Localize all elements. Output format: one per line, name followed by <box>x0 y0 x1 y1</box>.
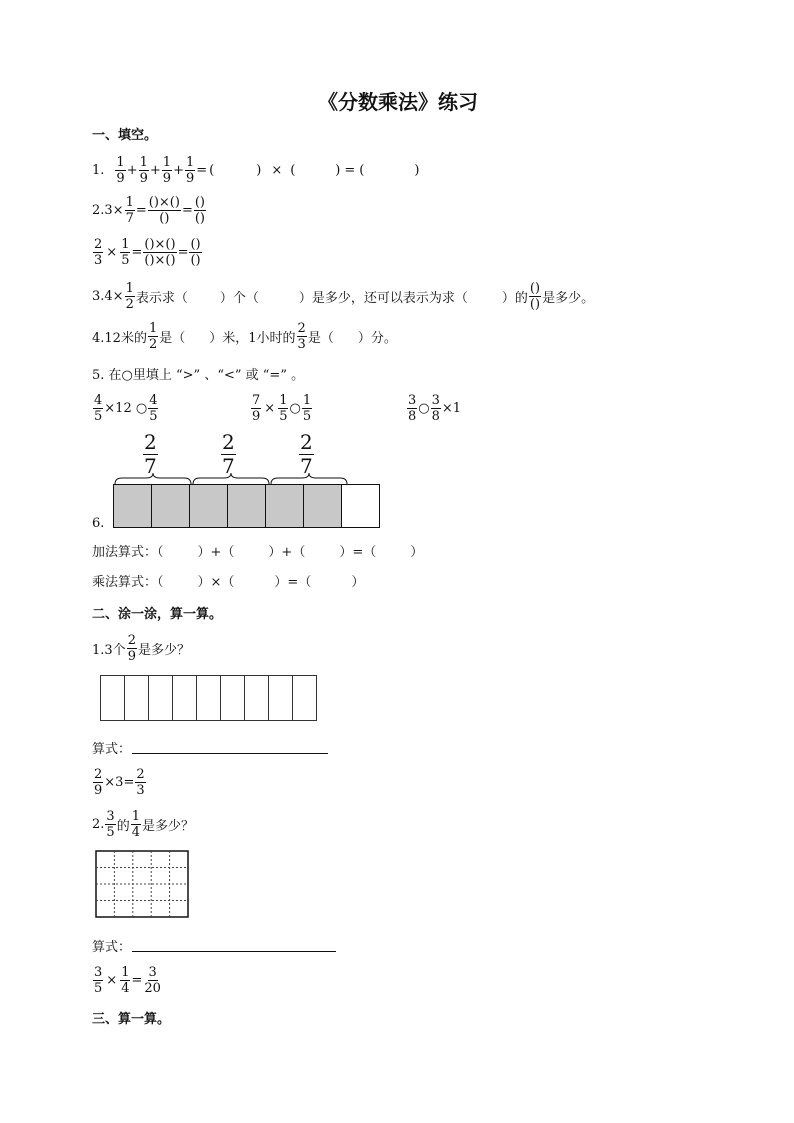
p2-answer-line[interactable] <box>132 951 336 952</box>
bar-cell[interactable] <box>100 675 125 721</box>
bar-cell[interactable] <box>220 675 245 721</box>
blank-open: ( <box>359 162 365 178</box>
circle-blank: ○ <box>418 400 430 416</box>
p1-lead: 1.3个 <box>92 642 126 658</box>
bar-cell[interactable] <box>148 675 173 721</box>
q6-fraction-bar <box>113 484 380 528</box>
shaded-cell <box>303 484 342 528</box>
p1-fraction: $\frac{2}{9}$ <box>127 632 136 664</box>
multiplication-part: ）=（ <box>274 574 312 590</box>
bar-cell[interactable] <box>124 675 149 721</box>
blank-open: ( <box>209 162 215 178</box>
q6-multiplication-line <box>92 570 364 590</box>
q6-number: 6. <box>92 516 105 531</box>
fraction: $\frac{3}{8}$ <box>431 392 440 424</box>
fraction: $\frac{4}{5}$ <box>149 392 158 424</box>
question-3 <box>92 278 594 314</box>
q1-fraction-1: $\frac{1}{9}$ <box>116 154 125 186</box>
equals-sign: = <box>131 972 143 988</box>
q1-number: 1. <box>92 162 105 178</box>
q4-text-4: ）分。 <box>357 330 397 346</box>
blank-close: ) <box>335 162 341 178</box>
plus-sign: + <box>173 162 184 178</box>
bar-cell[interactable] <box>244 675 269 721</box>
addition-part: ）+（ <box>197 544 235 560</box>
fraction: $\frac{1}{5}$ <box>302 392 312 424</box>
q6-addition-line <box>92 540 423 560</box>
q2-blank-fraction-4: $\frac{()}{()}$ <box>190 236 201 268</box>
fraction: $\frac{3}{20}$ <box>144 964 161 996</box>
addition-part: ）+（ <box>268 544 306 560</box>
circle-blank: ○ <box>289 400 301 416</box>
multiplication-part: ）×（ <box>197 574 235 590</box>
q3-lead: 3.4× <box>92 288 124 304</box>
section-3-heading: 三、算一算。 <box>92 1012 171 1027</box>
bar-cell[interactable] <box>292 675 317 721</box>
equals-sign: = <box>344 162 356 178</box>
q2-lead: 2.3× <box>92 202 124 218</box>
addition-label: 加法算式：（ <box>92 544 164 560</box>
q1-fraction-2: $\frac{1}{9}$ <box>139 154 148 186</box>
fraction: $\frac{1}{4}$ <box>131 808 140 840</box>
q1-fraction-3: $\frac{1}{9}$ <box>162 154 172 186</box>
plus-sign: + <box>126 162 138 178</box>
multiplication-label: 乘法算式：（ <box>92 574 164 590</box>
q2-fraction: $\frac{1}{7}$ <box>125 194 134 226</box>
q5-c-tail: ×1 <box>441 400 462 416</box>
bar-cell[interactable] <box>268 675 293 721</box>
q3-text-4: ）的 <box>501 290 528 306</box>
fraction: $\frac{1}{4}$ <box>121 964 130 996</box>
blank-close: ) <box>256 162 262 178</box>
q1-fraction-4: $\frac{1}{9}$ <box>185 154 195 186</box>
equals-sign: = <box>135 202 147 218</box>
q2-fraction-a: $\frac{2}{3}$ <box>94 236 103 268</box>
section-2-heading: 二、涂一涂，算一算。 <box>92 607 223 622</box>
fraction: $\frac{2}{3}$ <box>136 766 145 798</box>
p2-question <box>92 806 194 842</box>
question-5-prompt: 5. 在○里填上 “>” 、“<” 或 “=” 。 <box>92 368 305 383</box>
times-sign: × <box>106 972 118 988</box>
bar-cell[interactable] <box>196 675 221 721</box>
fraction: $\frac{7}{9}$ <box>252 392 261 424</box>
question-2-line-2 <box>92 234 203 270</box>
p1-tail: 是多少？ <box>137 642 190 658</box>
p1-formula-label: 算式： <box>92 742 132 757</box>
q5-a-mid: ×12 ○ <box>104 400 148 416</box>
p1-shading-bar[interactable] <box>100 675 317 721</box>
addition-part: ）=（ <box>339 544 377 560</box>
shaded-cell <box>227 484 266 528</box>
fraction: $\frac{2}{9}$ <box>94 766 103 798</box>
q3-fraction: $\frac{1}{2}$ <box>125 280 134 312</box>
brace-2 <box>193 473 269 484</box>
q3-blank-fraction: $\frac{()}{()}$ <box>529 280 541 312</box>
addition-part: ） <box>410 544 424 560</box>
p2-mid: 的 <box>116 818 130 834</box>
bar-cell[interactable] <box>172 675 197 721</box>
p1-answer <box>92 764 147 800</box>
brace-3 <box>271 473 347 484</box>
section-1-heading: 一、填空。 <box>92 128 158 143</box>
blank-close: ) <box>414 162 420 178</box>
fraction: $\frac{1}{5}$ <box>279 392 288 424</box>
q2-blank-fraction-3: $\frac{()\times()}{()\times()}$ <box>144 236 176 268</box>
fraction: $\frac{3}{5}$ <box>94 964 103 996</box>
p2-lead: 2. <box>92 816 105 832</box>
fraction: $\frac{4}{5}$ <box>94 392 103 424</box>
q4-fraction-2: $\frac{2}{3}$ <box>297 320 306 352</box>
shaded-cell <box>151 484 190 528</box>
q6-brace-fraction-3: $\frac{2}{7}$ <box>300 430 313 478</box>
p1-question <box>92 630 190 666</box>
equals-sign: = <box>177 244 189 260</box>
times-sign: × <box>106 244 118 260</box>
q2-fraction-b: $\frac{1}{5}$ <box>121 236 130 268</box>
p2-formula-label: 算式： <box>92 940 132 955</box>
question-2-line-1 <box>92 192 207 228</box>
page-title: 《分数乘法》练习 <box>318 90 478 114</box>
p1-answer-mid: ×3= <box>104 774 135 790</box>
q3-text-5: 是多少。 <box>542 290 595 306</box>
q3-text-3: ）是多少，还可以表示为求（ <box>298 290 468 306</box>
q6-brace-fraction-2: $\frac{2}{7}$ <box>222 430 235 478</box>
equals-sign: = <box>181 202 193 218</box>
empty-cell <box>341 484 380 528</box>
q3-text-2: ）个（ <box>219 290 259 306</box>
p2-shading-grid[interactable] <box>94 849 190 919</box>
multiplication-part: ） <box>351 574 365 590</box>
question-4 <box>92 318 397 354</box>
q4-text-3: 是（ <box>307 330 334 346</box>
fraction: $\frac{3}{5}$ <box>106 808 115 840</box>
plus-sign: + <box>149 162 161 178</box>
q2-blank-fraction-1: $\frac{()\times()}{()}$ <box>148 194 180 226</box>
q3-text-1: 表示求（ <box>135 290 188 306</box>
q2-blank-fraction-2: $\frac{()}{()}$ <box>194 194 206 226</box>
p2-tail: 是多少？ <box>141 818 194 834</box>
q5-item-b <box>250 390 313 426</box>
shaded-cell <box>189 484 228 528</box>
shaded-cell <box>265 484 304 528</box>
equals-sign: = <box>131 244 143 260</box>
q5-item-a <box>92 390 159 426</box>
p2-answer <box>92 962 163 998</box>
q4-fraction-1: $\frac{1}{2}$ <box>148 320 158 352</box>
shaded-cell <box>113 484 152 528</box>
question-1 <box>92 152 419 188</box>
q4-lead: 4.12米的 <box>92 330 147 346</box>
equals-sign: = <box>196 162 208 178</box>
blank-open: ( <box>290 162 296 178</box>
q5-item-c <box>406 390 461 426</box>
p1-answer-line[interactable] <box>132 753 328 754</box>
times-sign: × <box>271 162 283 178</box>
q6-brace-fraction-1: $\frac{2}{7}$ <box>144 430 157 478</box>
q4-text-2: ）米，1小时的 <box>209 330 296 346</box>
times-sign: × <box>264 400 276 416</box>
brace-1 <box>115 473 191 484</box>
q4-text-1: 是（ <box>159 330 186 346</box>
fraction: $\frac{3}{8}$ <box>408 392 417 424</box>
